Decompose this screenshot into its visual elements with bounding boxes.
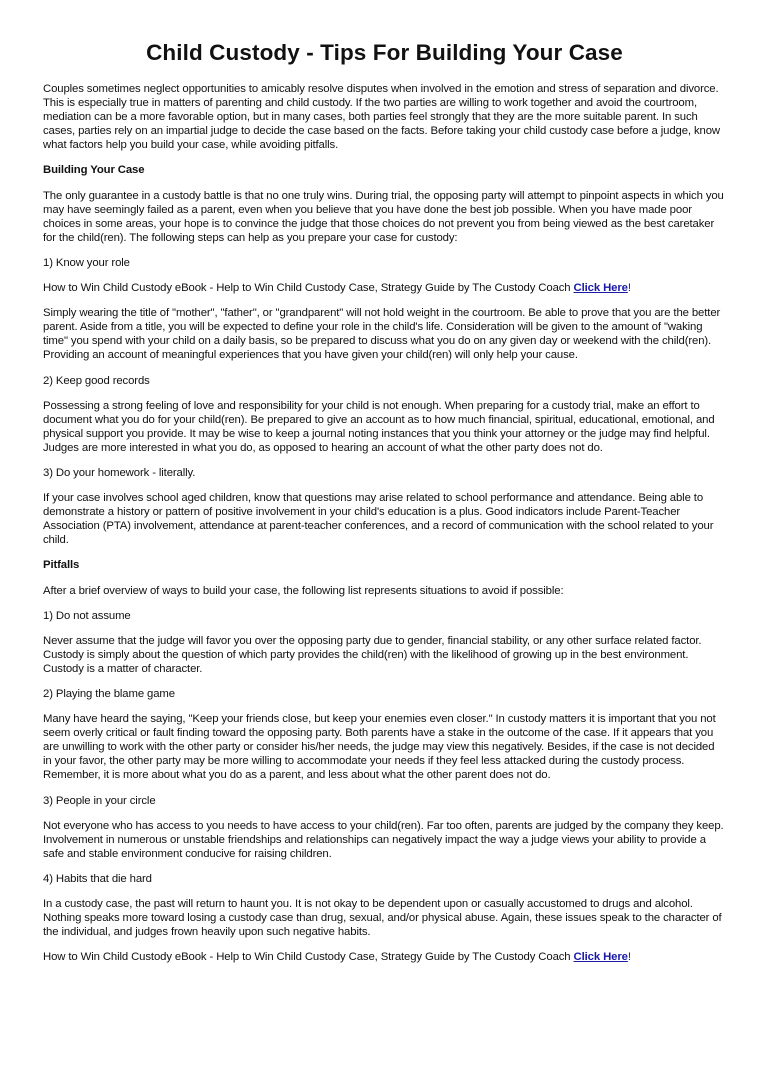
step1-title: 1) Know your role xyxy=(43,256,130,269)
building-heading: Building Your Case xyxy=(43,164,145,177)
step2-title: 2) Keep good records xyxy=(43,374,150,387)
promo-suffix: ! xyxy=(627,951,631,964)
step3-title: 3) Do your homework - literally. xyxy=(43,466,196,479)
pitfall4-title: 4) Habits that die hard xyxy=(43,872,152,885)
pitfall3-title: 3) People in your circle xyxy=(43,794,156,807)
pitfall2-body: Many have heard the saying, "Keep your friends close, but keep your enemies even closer." In custody matters it is important that you not seem overly critical or fault finding toward the opposing party. Both parents have a stake in the outcome of the case. If it appears that you are unwilling to work with the other party or consider his/her needs, the judge may view this negatively. Besides, if the case is not decided in your favor, the other party may be more willing to accommodate your needs if they feel less attacked during the custody process. Remember, it is more about what you do as a parent, and less about what the other parent does not do. xyxy=(43,713,716,782)
pitfall1-title: 1) Do not assume xyxy=(43,609,131,622)
pitfall3-body: Not everyone who has access to you needs to have access to your child(ren). Far too often, parents are judged by the company they keep. Involvement in numerous or unstable friendships and relationships can negatively impact the way a judge views your ability to provide a safe and stable environment conducive for raising children. xyxy=(43,819,724,860)
promo-suffix: ! xyxy=(627,282,631,295)
step3-body: If your case involves school aged children, know that questions may arise related to school performance and attendance. Being able to demonstrate a history or pattern of positive involvement in your child's education is a plus. Good indicators include Parent-Teacher Association (PTA) involvement, attendance at parent-teacher conferences, and a record of communication with the school related to your child. xyxy=(43,492,714,547)
building-intro: The only guarantee in a custody battle is that no one truly wins. During trial, the opposing party will attempt to pinpoint aspects in which you may have seemingly failed as a parent, even when you believe that you have done the best job possible. When you have made poor choices in some areas, your hope is to convince the judge that those choices do not prevent you from being viewed as the best caretaker for the child(ren). The following steps can help as you prepare your case for custody: xyxy=(43,189,724,244)
pitfall1-body: Never assume that the judge will favor you over the opposing party due to gender, financial stability, or any other surface related factor. Custody is simply about the question of which party provides the child(ren) with the likelihood of growing up in the best environment. Custody is a matter of character. xyxy=(43,634,702,675)
pitfalls-heading: Pitfalls xyxy=(43,559,80,572)
pitfalls-intro: After a brief overview of ways to build your case, the following list represents situations to avoid if possible: xyxy=(43,584,564,597)
promo-text: How to Win Child Custody eBook - Help to Win Child Custody Case, Strategy Guide by The Custody Coach xyxy=(43,951,574,964)
page-title: Child Custody - Tips For Building Your Case xyxy=(146,40,623,65)
click-here-link[interactable]: Click Here xyxy=(573,282,628,295)
promo-text: How to Win Child Custody eBook - Help to Win Child Custody Case, Strategy Guide by The Custody Coach xyxy=(43,282,574,295)
step2-body: Possessing a strong feeling of love and responsibility for your child is not enough. When preparing for a custody trial, make an effort to document what you do for your child(ren). Be prepared to give an account as to how much financial, spiritual, educational, emotional, and physical support you provide. It may be wise to keep a journal noting instances that you think your attorney or the judge may find helpful. Judges are more interested in what you do, as opposed to hearing an account of what the other party does not do. xyxy=(43,399,715,454)
intro-paragraph: Couples sometimes neglect opportunities to amicably resolve disputes when involved in the emotion and stress of separation and divorce. This is especially true in matters of parenting and child custody. If the two parties are willing to work together and avoid the courtroom, mediation can be a more favorable option, but in many cases, both parties feel strongly that they are the more suitable parent. In such cases, parties rely on an impartial judge to decide the case based on the facts. Before taking your child custody case before a judge, know what factors help you build your case, while avoiding pitfalls. xyxy=(43,83,720,152)
pitfall4-body: In a custody case, the past will return to haunt you. It is not okay to be dependent upon or casually accustomed to drugs and alcohol. Nothing speaks more toward losing a custody case than drug, sexual, and/or physical abuse. Again, these issues speak to the character of the individual, and judges frown heavily upon such negative habits. xyxy=(43,898,722,939)
click-here-link[interactable]: Click Here xyxy=(573,951,628,964)
promo-line-top xyxy=(43,281,726,295)
pitfall2-title: 2) Playing the blame game xyxy=(43,688,175,700)
step1-body: Simply wearing the title of "mother", "father", or "grandparent" will not hold weight in the courtroom. Be able to prove that you are the better parent. Aside from a title, you will be expected to define your role in the child's life. Consideration will be given to the amount of "waking time" you spend with your child on a daily basis, so be prepared to discuss what you do on any given day or weekend with the child(ren). Providing an account of meaningful experiences that you have given your child(ren) will only help your cause. xyxy=(43,307,721,362)
promo-line-bottom xyxy=(43,950,726,964)
